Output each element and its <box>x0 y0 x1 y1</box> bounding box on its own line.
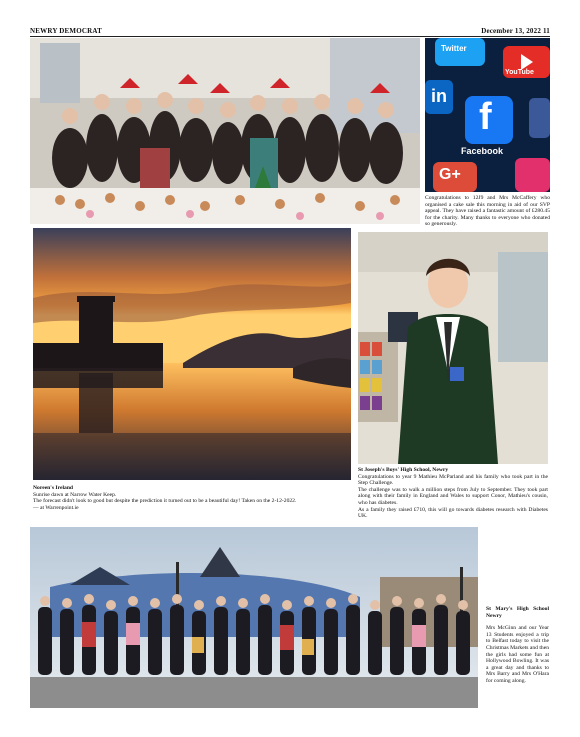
header-rule <box>30 36 550 37</box>
sunrise-caption-line3: — at Warrenpoint.ie <box>33 504 79 511</box>
sunrise-caption-title: Noreen's Ireland <box>33 485 74 491</box>
stjoseph-caption-p1: Congratulations to year 9 Mathieu McParland and his family who took part in the Step Challenge. <box>358 473 548 487</box>
stmary-caption <box>486 606 549 685</box>
linkedin-label: in <box>431 86 447 106</box>
sunrise-caption-line1: Sunrise dawn at Narrow Water Keep. <box>33 491 117 498</box>
sunrise-caption <box>33 485 351 511</box>
st-marys-group-photo <box>30 527 478 708</box>
student-photo <box>358 232 548 464</box>
facebook-label: Facebook <box>461 146 504 156</box>
youtube-label: YouTube <box>505 69 534 76</box>
sunrise-photo <box>33 228 351 480</box>
stmary-caption-title: St Mary's High School Newry <box>486 606 549 619</box>
cake-sale-photo <box>30 38 420 224</box>
twitter-label: Twitter <box>441 44 467 53</box>
google-plus-label: G+ <box>439 166 461 183</box>
social-media-photo <box>425 38 550 192</box>
issue-date: December 13, 2022 11 <box>481 27 550 35</box>
stjoseph-caption-p2: The challenge was to walk a million steps from July to September. They took part along with their family in England and Wales to support Conor, Mathieu's cousin, who has diabetes. <box>358 486 548 506</box>
cake-sale-caption-text: Congratulations to 12J9 and Mrs McCaffery who organised a cake sale this morning in aid of our SVP appeal. They have raised a fantastic amount of £280.45 for the charity. Many thanks to everyone who donated so generously. <box>425 195 550 228</box>
newspaper-name: NEWRY DEMOCRAT <box>30 27 102 35</box>
stjoseph-caption <box>358 467 548 520</box>
stmary-caption-body: Mrs McGinn and our Year 13 Students enjoyed a trip to Belfast today to visit the Christmas Markets and then the girls had some fun at Hollywood Bowling. It was a great day and thanks to Mrs Barry and Mrs O'Hara for coming along. <box>486 625 549 684</box>
stjoseph-caption-p3: As a family they raised £710, this will go towards diabetes research with Diabetes UK. <box>358 506 548 520</box>
sunrise-caption-line2: The forecast didn't look to good but despite the prediction it turned out to be a beautiful day! Taken on the 2-12-2022. <box>33 498 297 505</box>
facebook-glyph: f <box>479 96 492 138</box>
cake-sale-caption <box>425 195 550 228</box>
stjoseph-caption-title: St Joseph's Boys' High School, Newry <box>358 467 449 473</box>
